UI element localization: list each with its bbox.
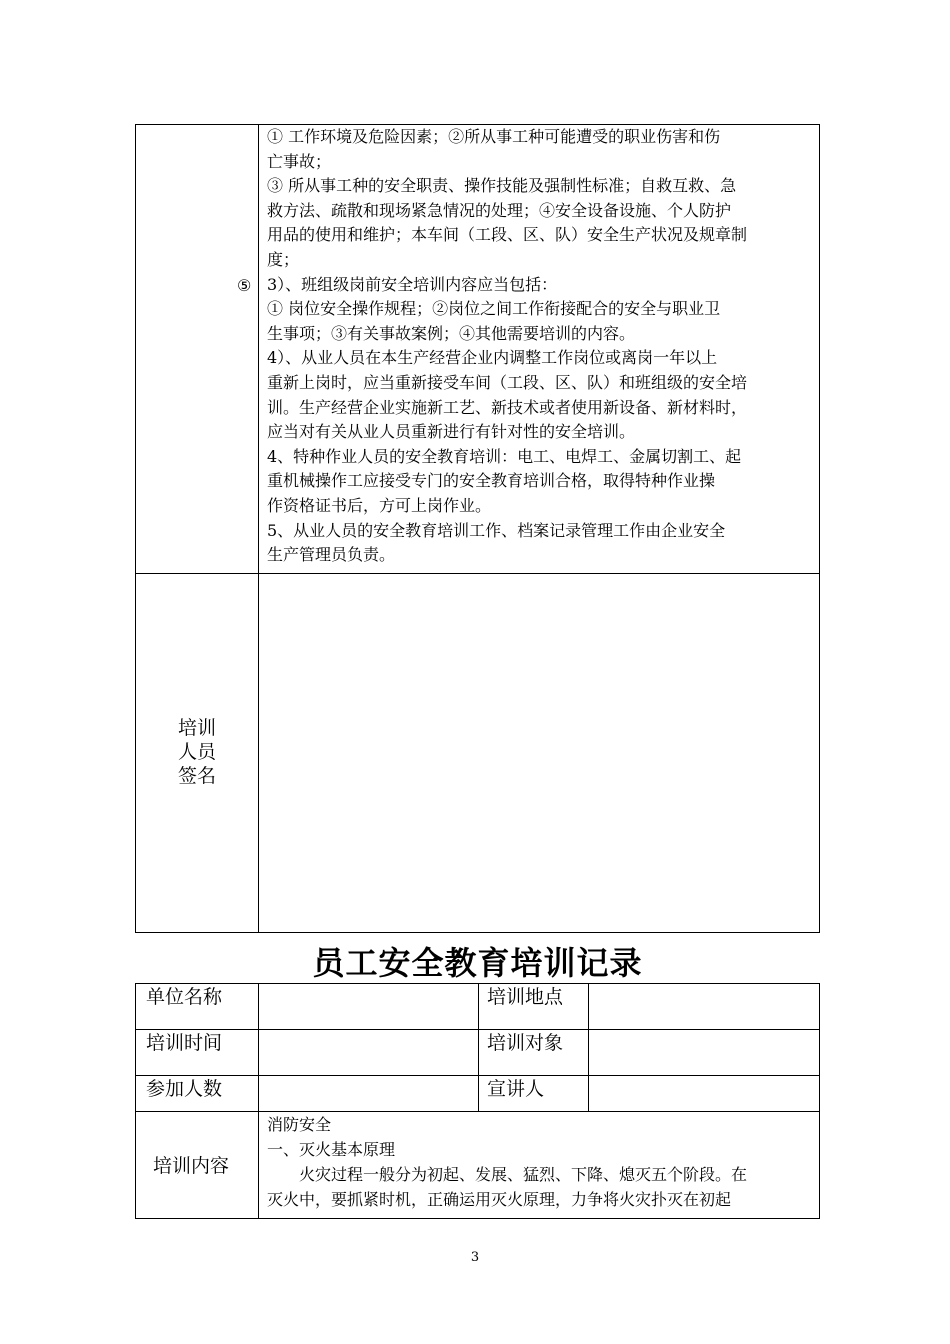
content-line: 3）、班组级岗前安全培训内容应当包括： <box>267 274 558 294</box>
signature-area[interactable] <box>259 574 819 932</box>
content-line: 5、从业人员的安全教育培训工作、档案记录管理工作由企业安全 <box>267 520 726 540</box>
content-line: 生产管理员负责。 <box>267 545 396 565</box>
training-time-label: 培训时间 <box>146 1032 223 1054</box>
page-title: 员工安全教育培训记录 <box>312 944 643 982</box>
training-content-body <box>267 1112 819 1212</box>
content-line: 训。生产经营企业实施新工艺、新技术或者使用新设备、新材料时， <box>267 397 748 417</box>
content-line: 重机械操作工应接受专门的安全教育培训合格，取得特种作业操 <box>267 471 716 491</box>
row-marker: ⑤ <box>237 276 252 295</box>
training-time-field[interactable] <box>259 1030 478 1075</box>
page-number: 3 <box>470 1250 480 1265</box>
content-line: 4）、从业人员在本生产经营企业内调整工作岗位或离岗一年以上 <box>267 348 718 368</box>
unit-name-label: 单位名称 <box>146 986 223 1008</box>
content-line: 重新上岗时，应当重新接受车间（工段、区、队）和班组级的安全培 <box>267 372 748 392</box>
content-line: 灭火中，要抓紧时机，正确运用灭火原理，力争将火灾扑灭在初起 <box>267 1190 732 1209</box>
participants-field[interactable] <box>259 1076 478 1111</box>
content-line: 生事项；③有关事故案例；④其他需要培训的内容。 <box>267 323 636 343</box>
content-line: 用品的使用和维护；本车间（工段、区、队）安全生产状况及规章制 <box>267 225 748 245</box>
training-target-field[interactable] <box>589 1030 819 1075</box>
training-location-label: 培训地点 <box>487 986 564 1008</box>
signature-label-line: 人员 <box>177 741 216 763</box>
content-line: 亡事故； <box>267 151 332 171</box>
content-line: 应当对有关从业人员重新进行有针对性的安全培训。 <box>267 422 636 442</box>
content-line: 一、灭火基本原理 <box>267 1140 396 1159</box>
content-line: 度； <box>267 249 300 269</box>
lecturer-field[interactable] <box>589 1076 819 1111</box>
signature-label-line: 签名 <box>177 765 216 787</box>
content-line: 救方法、疏散和现场紧急情况的处理；④安全设备设施、个人防护 <box>267 200 732 220</box>
content-line: 火灾过程一般分为初起、发展、猛烈、下降、熄灭五个阶段。在 <box>267 1165 748 1184</box>
training-location-field[interactable] <box>589 984 819 1029</box>
training-content-text <box>267 125 819 568</box>
training-target-label: 培训对象 <box>487 1032 564 1054</box>
content-line: 作资格证书后，方可上岗作业。 <box>267 495 492 515</box>
lecturer-label: 宣讲人 <box>487 1078 545 1100</box>
content-line: ③ 所从事工种的安全职责、操作技能及强制性标准；自救互救、急 <box>267 176 737 196</box>
participants-label: 参加人数 <box>146 1078 223 1100</box>
signature-label <box>136 716 258 788</box>
content-line: 消防安全 <box>267 1115 332 1134</box>
content-line: 4、特种作业人员的安全教育培训：电工、电焊工、金属切割工、起 <box>267 446 742 466</box>
unit-name-field[interactable] <box>259 984 478 1029</box>
content-line: ① 工作环境及危险因素；②所从事工种可能遭受的职业伤害和伤 <box>267 127 721 146</box>
signature-label-line: 培训 <box>177 717 216 739</box>
training-content-label: 培训内容 <box>153 1155 230 1177</box>
content-line: ① 岗位安全操作规程；②岗位之间工作衔接配合的安全与职业卫 <box>267 299 721 319</box>
